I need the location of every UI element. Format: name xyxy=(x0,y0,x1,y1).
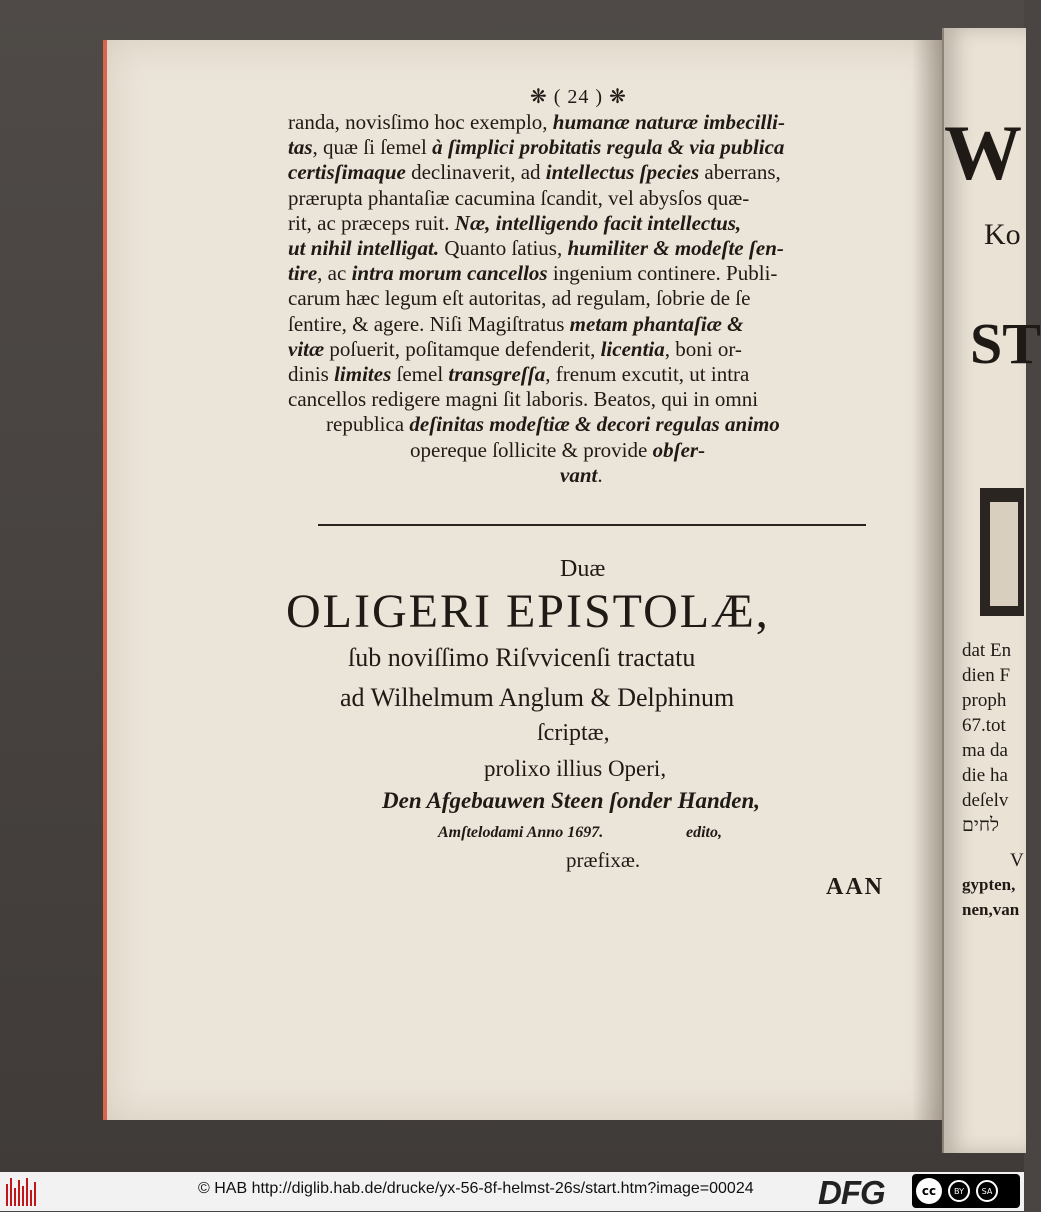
right-page-line: proph xyxy=(962,690,1007,711)
emphasis-text: vant xyxy=(560,462,598,487)
body-line xyxy=(288,137,784,158)
right-page-st: ST xyxy=(970,311,1041,376)
line-text: randa, novisſimo hoc exemplo, xyxy=(288,110,553,134)
right-page-line: 67.tot xyxy=(962,715,1006,736)
cc-icon: cc xyxy=(916,1178,942,1204)
line-text: carum hæc legum eſt autoritas, ad regulam, ſobrie de ſe xyxy=(288,286,751,311)
line-text: prærupta phantaſiæ cacumina ſcandit, vel abysſos quæ- xyxy=(288,185,750,210)
title-line-1: ſub noviſſimo Riſvvicenſi tractatu xyxy=(348,643,696,672)
right-page-ko: Ko xyxy=(984,218,1021,251)
emphasis-text: transgreſſa xyxy=(448,362,546,386)
line-text: opereque ſollicite & provide xyxy=(410,437,653,462)
page-header: ❋ ( 24 ) ❋ xyxy=(530,86,627,108)
body-line xyxy=(288,311,744,336)
body-line xyxy=(560,462,603,487)
right-page-line: ma da xyxy=(962,740,1008,761)
emphasis-text: metam phantaſiæ & xyxy=(569,311,744,336)
right-page-line: deſelv xyxy=(962,790,1009,811)
right-page-big-letter: W xyxy=(944,109,1022,196)
emphasis-text: à ſimplici probitatis regula & via publica xyxy=(432,135,785,160)
emphasis-text: Næ, intelligendo facit intellectus, xyxy=(454,210,742,235)
sa-icon: SA xyxy=(976,1180,998,1202)
body-line xyxy=(288,389,758,410)
hab-logo-icon xyxy=(6,1176,36,1206)
title-line-6a: Amſtelodami Anno 1697. xyxy=(438,824,604,841)
emphasis-text: certisſimaque xyxy=(288,160,406,185)
bleed-through-text xyxy=(205,120,255,142)
title-line-7: præfixæ. xyxy=(566,848,641,872)
by-icon: BY xyxy=(948,1180,970,1202)
body-line xyxy=(288,263,777,284)
emphasis-text: humiliter & modeſte ſen- xyxy=(567,236,784,260)
emphasis-text: tire xyxy=(288,261,318,286)
line-text: . xyxy=(597,462,603,487)
body-line xyxy=(288,162,781,183)
line-text: ſemel xyxy=(391,362,449,386)
line-text: Quanto ſatius, xyxy=(439,236,568,260)
separator-rule xyxy=(318,524,866,526)
right-page-line: dat En xyxy=(962,640,1012,661)
line-text: republica xyxy=(326,412,410,437)
decorated-initial-inner xyxy=(988,500,1020,608)
body-line xyxy=(410,437,706,462)
emphasis-text: limites xyxy=(334,362,392,386)
title-line-5: Den Afgebauwen Steen ſonder Handen, xyxy=(382,788,761,813)
right-page-line: gypten, xyxy=(962,875,1016,894)
line-text: , frenum excutit, ut intra xyxy=(545,362,750,386)
line-text: , ac xyxy=(317,261,352,286)
body-line xyxy=(326,414,780,435)
emphasis-text: vitæ xyxy=(288,336,325,361)
line-text: ſentire, & agere. Niſi Magiſtratus xyxy=(288,311,570,336)
dfg-logo: DFG xyxy=(818,1174,885,1211)
body-line xyxy=(288,364,749,385)
right-page-line: dien F xyxy=(962,665,1011,686)
body-line xyxy=(288,112,785,133)
right-page-line: die ha xyxy=(962,765,1008,786)
emphasis-text: intellectus ſpecies xyxy=(545,160,700,185)
emphasis-text: ut nihil intelligat. xyxy=(288,236,440,260)
emphasis-text: licentia xyxy=(600,336,665,361)
title-line-3: ſcriptæ, xyxy=(537,720,610,746)
body-line xyxy=(288,288,750,309)
emphasis-text: tas xyxy=(288,135,313,160)
line-text: poſuerit, poſitamque defenderit, xyxy=(324,336,601,361)
line-text: rit, ac præceps ruit. xyxy=(288,210,455,235)
body-line xyxy=(288,238,784,259)
line-text: declinaverit, ad xyxy=(405,160,546,185)
emphasis-text: humanæ naturæ imbecilli- xyxy=(552,110,785,134)
cc-license-badge[interactable] xyxy=(912,1174,1020,1208)
emphasis-text: obſer- xyxy=(652,437,706,462)
emphasis-text: deſinitas modeſtiæ & decori regulas animo xyxy=(409,412,780,437)
line-text: , quæ ſi ſemel xyxy=(312,135,433,160)
line-text: aberrans, xyxy=(699,160,781,185)
title-line-4: prolixo illius Operi, xyxy=(484,756,667,781)
body-line xyxy=(288,336,742,361)
line-text: dinis xyxy=(288,362,335,386)
catchword: AAN xyxy=(826,874,884,900)
title-line-2: ad Wilhelmum Anglum & Delphinum xyxy=(340,683,735,712)
right-page-line: לחים xyxy=(962,815,999,836)
emphasis-text: intra morum cancellos xyxy=(351,261,548,286)
body-line xyxy=(288,210,742,235)
main-title: OLIGERI EPISTOLÆ, xyxy=(286,585,770,638)
body-line xyxy=(288,185,750,210)
line-text: cancellos redigere magni ſit laboris. Beatos, qui in omni xyxy=(288,387,759,412)
line-text: , boni or- xyxy=(664,336,742,361)
title-line-6b: edito, xyxy=(686,824,722,841)
right-page-line: nen,van xyxy=(962,900,1020,919)
line-text: ingenium continere. Publi- xyxy=(547,261,778,286)
gutter-shadow xyxy=(912,40,942,1120)
title-duae: Duæ xyxy=(560,556,606,582)
right-page-line: V xyxy=(1010,850,1024,871)
source-link[interactable]: © HAB http://diglib.hab.de/drucke/yx-56-8f-helmst-26s/start.htm?image=00024 xyxy=(198,1180,754,1197)
